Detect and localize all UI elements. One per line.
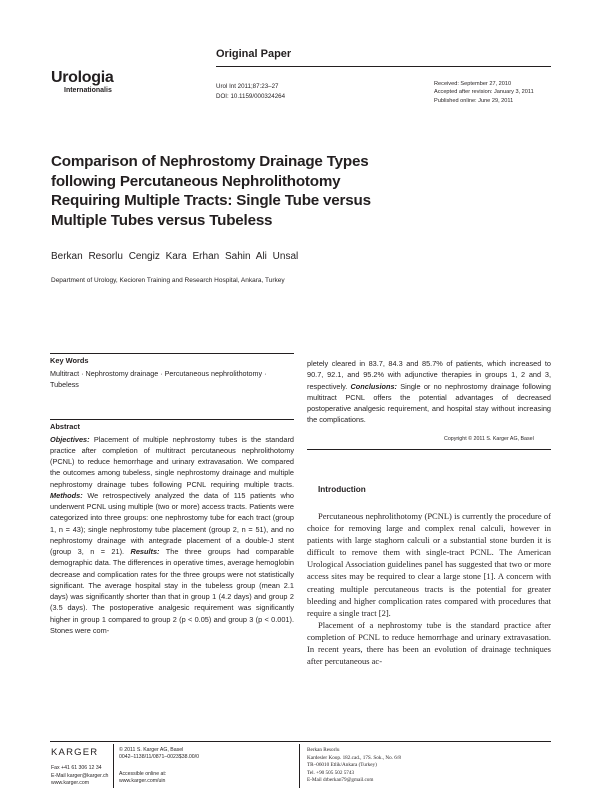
- corresp-address: TR–06010 Etlik/Ankara (Turkey): [307, 762, 377, 768]
- citation: Urol Int 2011;87:23–27: [216, 83, 279, 90]
- affiliation: Department of Urology, Kecioren Training and Research Hospital, Ankara, Turkey: [51, 277, 285, 284]
- abstract-body: [50, 434, 294, 637]
- introduction-body: [307, 510, 551, 667]
- publication-info: [119, 747, 199, 762]
- intro-paragraph: Placement of a nephrostomy tube is the standard practice after completion of PCNL to reduce hemorrhage and urinary extravasation. In recent years, there has been an evolution of drainage techniques after percutaneous ac-: [307, 619, 551, 667]
- online-label: Accessible online at:: [119, 771, 167, 777]
- journal-logo: Urologia: [51, 69, 114, 86]
- publisher-contact: [51, 765, 108, 788]
- abstract-rule: [50, 419, 294, 420]
- methods-label: Methods:: [50, 490, 83, 500]
- keywords-text: Multitract · Nephrostomy drainage · Percutaneous nephrolithotomy · Tubeless: [50, 369, 267, 390]
- authors: Berkan Resorlu Cengiz Kara Erhan Sahin Ali Unsal: [51, 251, 299, 262]
- citation-block: [216, 82, 285, 102]
- received-date: Received: September 27, 2010: [434, 81, 512, 87]
- introduction-heading: Introduction: [318, 485, 366, 494]
- keywords-rule: [50, 353, 294, 354]
- results-label: Results:: [130, 547, 160, 556]
- dates-block: [434, 80, 534, 105]
- title-line: following Percutaneous Nephrolithotomy: [51, 172, 341, 190]
- conclusions-text: Single or no nephrostomy drainage following multitract PCNL offers the potential advantages of decreased postoperative analgesic requirement, and hospital stay without increasing the complications.: [307, 381, 551, 425]
- title-line: Comparison of Nephrostomy Drainage Types: [51, 153, 369, 170]
- abstract-continuation: [307, 358, 551, 426]
- publisher-website: www.karger.com: [51, 780, 90, 787]
- intro-paragraph: Percutaneous nephrolithotomy (PCNL) is currently the procedure of choice for removing large and complex renal calculi, however in patients with large staghorn calculi or a substantial stone burden it is difficult to remove them with single-tract PCNL. The American Urological Association guidelines panel has suggested that two or more access sites may be required to clear a large stone [1]. A concern with creating multiple percutaneous tracts is the potential for greater bleeding and higher complication rates compared with procedures that require a single tract [2].: [307, 511, 551, 618]
- corresp-phone: Tel. +90 505 502 5743: [307, 769, 355, 776]
- footer-divider: [113, 744, 114, 788]
- corresp-address: Kardesler Koop. 182.cad., 17S. Sok., No. 6/8: [307, 754, 401, 761]
- publisher-fax: Fax +41 61 306 12 34: [51, 765, 102, 771]
- corresp-name: Berkan Resorlu: [307, 747, 340, 753]
- objectives-text: Placement of multiple nephrostomy tubes is the standard practice after completion of multitract percutaneous nephrolithotomy (PCNL) to reduce hemorrhage and urinary extravasation. We compared the outcomes among tubeless, single nephrostomy drainage and multiple nephrostomy drainage tubes following PCNL requiring multiple tracts.: [50, 434, 294, 489]
- accepted-date: Accepted after revision: January 3, 2011: [434, 89, 534, 96]
- online-url[interactable]: www.karger.com/uin: [119, 778, 166, 785]
- title-line: Multiple Tubes versus Tubeless: [51, 211, 273, 229]
- header-rule: [216, 66, 551, 67]
- publisher-email: E-Mail karger@karger.ch: [51, 772, 109, 779]
- methods-text: We retrospectively analyzed the data of 115 patients who underwent PCNL using multiple (two or more) access tracts. Patients were categorized into three groups: one nephrostomy tube for each tract (group 1, n = 43); single nephrostomy tube placement (group 2, n = 51), and no nephrostomy drainage with antegrade placement of a double-J stent (group 3, n = 21).: [50, 490, 294, 556]
- doi: DOI: 10.1159/000324264: [216, 93, 286, 100]
- objectives-label: Objectives:: [50, 434, 90, 444]
- published-date: Published online: June 29, 2011: [434, 97, 514, 104]
- copyright-line: Copyright © 2011 S. Karger AG, Basel: [444, 436, 534, 442]
- abstract-end-rule: [307, 449, 551, 450]
- journal-logo-subtitle: Internationalis: [64, 87, 112, 94]
- publisher-logo: KARGER: [51, 747, 99, 758]
- article-type-label: Original Paper: [216, 48, 292, 60]
- footer-rule: [50, 741, 551, 742]
- article-title: [51, 152, 471, 230]
- online-access: [119, 771, 166, 786]
- publication-copyright: © 2011 S. Karger AG, Basel: [119, 747, 184, 753]
- footer-divider: [299, 744, 300, 788]
- corresp-email[interactable]: E-Mail drberkan79@gmail.com: [307, 777, 374, 783]
- correspondence: [307, 747, 401, 785]
- results-text: The three groups had comparable demographic data. The differences in operative times, average hemoglobin decrease and complication rates for the three groups were not statistically significant. The average hospital stay in the tubeless group (mean 2.1 days) was significantly shorter than that in group 1 (4.2 days) and group 2 (3.5 days). The postoperative analgesic requirement was significantly higher in group 1 compared to group 2 (p < 0.05) and group 3 (p < 0.001). Stones were com-: [50, 547, 294, 635]
- abstract-heading: Abstract: [50, 422, 80, 431]
- title-line: Requiring Multiple Tracts: Single Tube versus: [51, 192, 371, 210]
- issn: 0042–1138/11/0871–0023$38.00/0: [119, 754, 200, 761]
- keywords-heading: Key Words: [50, 356, 89, 365]
- conclusions-label: Conclusions:: [350, 381, 397, 391]
- continuation-text: pletely cleared in 83.7, 84.3 and 85.7% of patients, which increased to 90.7, 92.1, and 95.2% with adjunctive therapies in groups 1, 2 and 3, respectively.: [307, 359, 551, 391]
